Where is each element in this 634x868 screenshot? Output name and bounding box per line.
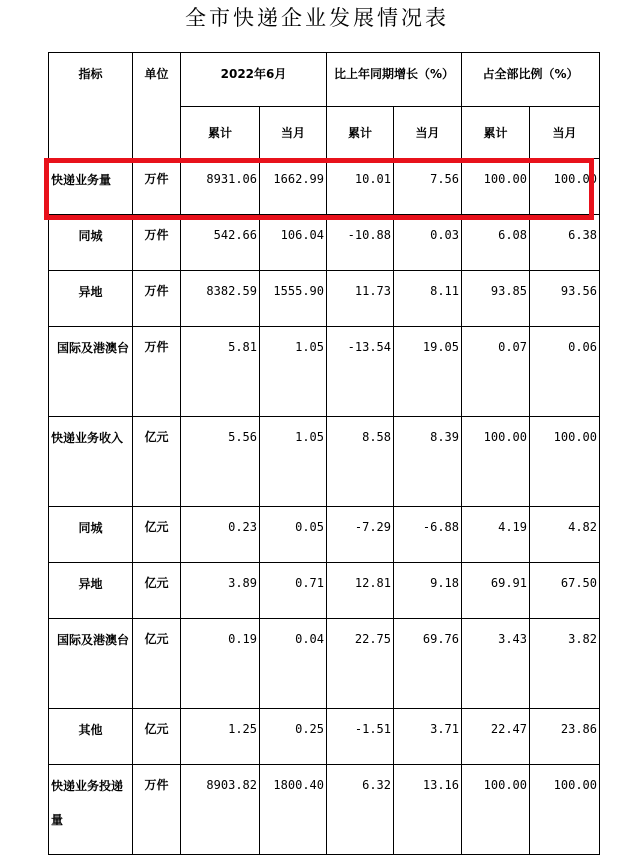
value-cell: 542.66 bbox=[181, 215, 260, 271]
header-period: 2022年6月 bbox=[181, 53, 327, 107]
table-row bbox=[49, 709, 600, 765]
value-cell: 1.05 bbox=[260, 327, 327, 417]
value-cell: 8903.82 bbox=[181, 765, 260, 855]
value-cell: 0.71 bbox=[260, 563, 327, 619]
express-stats-table bbox=[48, 52, 600, 855]
value-cell: 3.71 bbox=[394, 709, 462, 765]
value-cell: -6.88 bbox=[394, 507, 462, 563]
value-cell: 100.00 bbox=[462, 765, 530, 855]
value-cell: 100.00 bbox=[530, 159, 600, 215]
subheader-cumulative: 累计 bbox=[327, 107, 394, 159]
value-cell: 8.11 bbox=[394, 271, 462, 327]
value-cell: 0.05 bbox=[260, 507, 327, 563]
header-indicator: 指标 bbox=[49, 53, 133, 159]
value-cell: 3.43 bbox=[462, 619, 530, 709]
value-cell: 0.07 bbox=[462, 327, 530, 417]
value-cell: 9.18 bbox=[394, 563, 462, 619]
table-row bbox=[49, 327, 600, 417]
value-cell: 22.75 bbox=[327, 619, 394, 709]
value-cell: 4.19 bbox=[462, 507, 530, 563]
value-cell: 13.16 bbox=[394, 765, 462, 855]
unit-cell: 亿元 bbox=[133, 709, 181, 765]
value-cell: 69.76 bbox=[394, 619, 462, 709]
value-cell: 6.38 bbox=[530, 215, 600, 271]
value-cell: 7.56 bbox=[394, 159, 462, 215]
value-cell: -13.54 bbox=[327, 327, 394, 417]
value-cell: 0.19 bbox=[181, 619, 260, 709]
value-cell: 22.47 bbox=[462, 709, 530, 765]
value-cell: 0.06 bbox=[530, 327, 600, 417]
header-share: 占全部比例（%） bbox=[462, 53, 600, 107]
value-cell: 1555.90 bbox=[260, 271, 327, 327]
value-cell: 8.58 bbox=[327, 417, 394, 507]
page-title: 全市快递企业发展情况表 bbox=[185, 6, 449, 30]
unit-cell: 亿元 bbox=[133, 619, 181, 709]
unit-cell: 亿元 bbox=[133, 563, 181, 619]
value-cell: 1662.99 bbox=[260, 159, 327, 215]
table-row bbox=[49, 215, 600, 271]
indicator-name: 其他 bbox=[49, 709, 133, 765]
header-unit: 单位 bbox=[133, 53, 181, 159]
subheader-month: 当月 bbox=[394, 107, 462, 159]
unit-cell: 亿元 bbox=[133, 417, 181, 507]
unit-cell: 万件 bbox=[133, 765, 181, 855]
value-cell: -1.51 bbox=[327, 709, 394, 765]
value-cell: 4.82 bbox=[530, 507, 600, 563]
value-cell: 67.50 bbox=[530, 563, 600, 619]
table-row bbox=[49, 563, 600, 619]
value-cell: 93.85 bbox=[462, 271, 530, 327]
indicator-name: 快递业务收入 bbox=[49, 417, 133, 507]
unit-cell: 万件 bbox=[133, 215, 181, 271]
value-cell: 69.91 bbox=[462, 563, 530, 619]
value-cell: 12.81 bbox=[327, 563, 394, 619]
value-cell: 100.00 bbox=[530, 765, 600, 855]
value-cell: 23.86 bbox=[530, 709, 600, 765]
indicator-name: 国际及港澳台 bbox=[49, 619, 133, 709]
value-cell: 6.08 bbox=[462, 215, 530, 271]
value-cell: 1.05 bbox=[260, 417, 327, 507]
value-cell: 8931.06 bbox=[181, 159, 260, 215]
value-cell: 106.04 bbox=[260, 215, 327, 271]
table-row bbox=[49, 271, 600, 327]
value-cell: 0.04 bbox=[260, 619, 327, 709]
value-cell: 100.00 bbox=[462, 417, 530, 507]
value-cell: 0.23 bbox=[181, 507, 260, 563]
value-cell: 1.25 bbox=[181, 709, 260, 765]
subheader-cumulative: 累计 bbox=[462, 107, 530, 159]
indicator-name: 快递业务投递量 bbox=[49, 765, 133, 855]
unit-cell: 亿元 bbox=[133, 507, 181, 563]
indicator-name: 快递业务量 bbox=[49, 159, 133, 215]
header-growth: 比上年同期增长（%） bbox=[327, 53, 462, 107]
value-cell: 93.56 bbox=[530, 271, 600, 327]
unit-cell: 万件 bbox=[133, 327, 181, 417]
indicator-name: 国际及港澳台 bbox=[49, 327, 133, 417]
value-cell: 100.00 bbox=[462, 159, 530, 215]
value-cell: 5.56 bbox=[181, 417, 260, 507]
value-cell: 8382.59 bbox=[181, 271, 260, 327]
value-cell: 3.89 bbox=[181, 563, 260, 619]
value-cell: 8.39 bbox=[394, 417, 462, 507]
table-row bbox=[49, 765, 600, 855]
indicator-name: 异地 bbox=[49, 563, 133, 619]
table-row bbox=[49, 417, 600, 507]
indicator-name: 同城 bbox=[49, 215, 133, 271]
subheader-month: 当月 bbox=[260, 107, 327, 159]
value-cell: 0.03 bbox=[394, 215, 462, 271]
table-row bbox=[49, 619, 600, 709]
value-cell: -7.29 bbox=[327, 507, 394, 563]
subheader-cumulative: 累计 bbox=[181, 107, 260, 159]
value-cell: 11.73 bbox=[327, 271, 394, 327]
unit-cell: 万件 bbox=[133, 159, 181, 215]
value-cell: 1800.40 bbox=[260, 765, 327, 855]
value-cell: 100.00 bbox=[530, 417, 600, 507]
value-cell: 19.05 bbox=[394, 327, 462, 417]
value-cell: 3.82 bbox=[530, 619, 600, 709]
value-cell: -10.88 bbox=[327, 215, 394, 271]
indicator-name: 异地 bbox=[49, 271, 133, 327]
value-cell: 0.25 bbox=[260, 709, 327, 765]
subheader-month: 当月 bbox=[530, 107, 600, 159]
table-row bbox=[49, 159, 600, 215]
unit-cell: 万件 bbox=[133, 271, 181, 327]
value-cell: 5.81 bbox=[181, 327, 260, 417]
value-cell: 10.01 bbox=[327, 159, 394, 215]
table-row bbox=[49, 507, 600, 563]
value-cell: 6.32 bbox=[327, 765, 394, 855]
indicator-name: 同城 bbox=[49, 507, 133, 563]
